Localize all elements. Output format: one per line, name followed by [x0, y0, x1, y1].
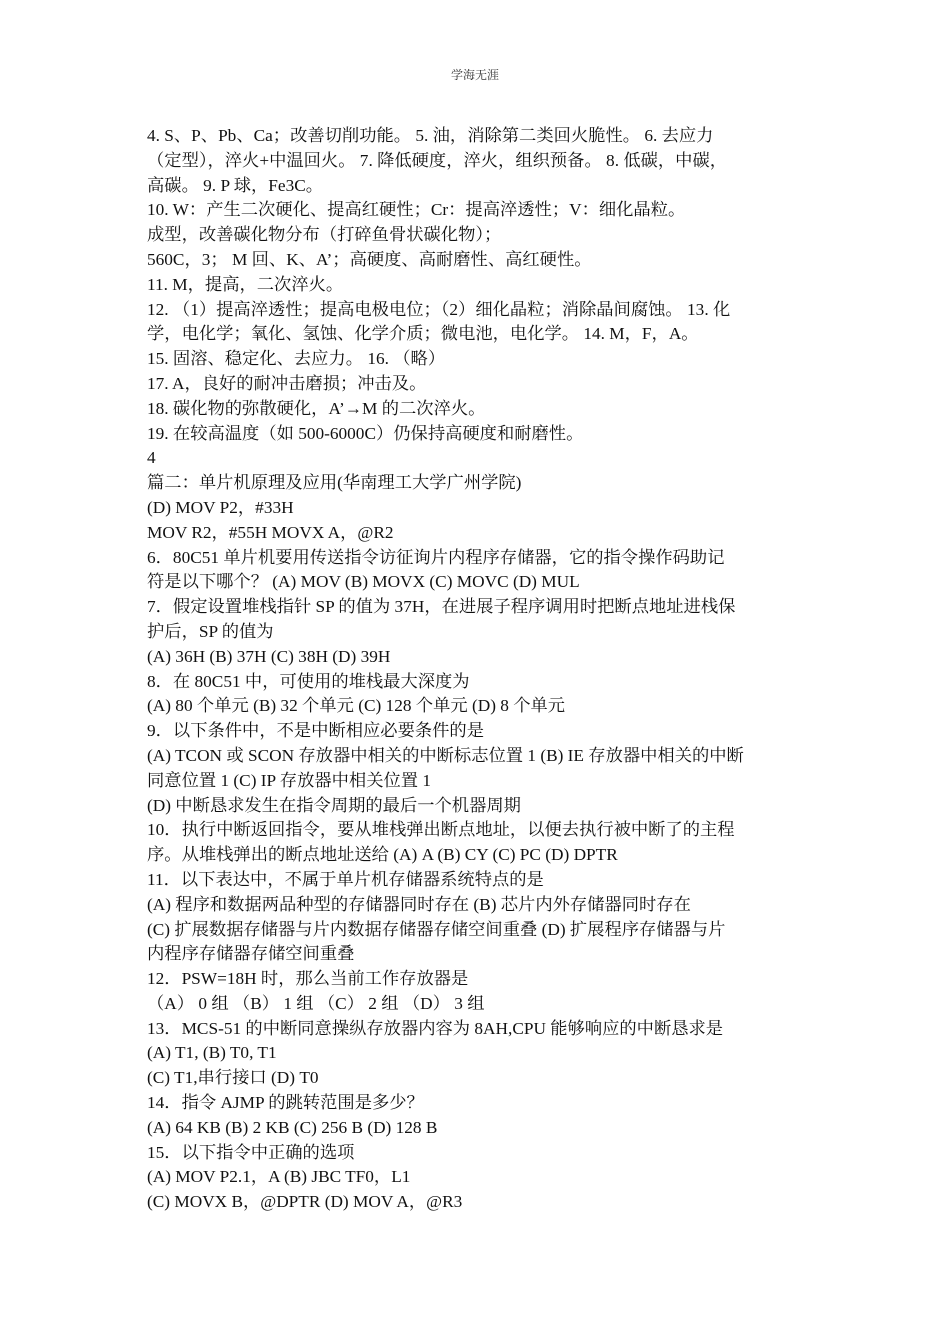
- answer-options: (A) 64 KB (B) 2 KB (C) 256 B (D) 128 B: [147, 1117, 438, 1137]
- document-body: [147, 124, 807, 1215]
- question-line: 9．以下条件中，不是中断相应必要条件的是: [147, 721, 484, 741]
- answer-options: (D) 中断恳求发生在指令周期的最后一个机器周期: [147, 795, 521, 815]
- text-line: 4. S、P、Pb、Ca；改善切削功能。 5. 油，消除第二类回火脆性。 6. 去应力: [147, 126, 714, 145]
- question-line: 6．80C51 单片机要用传送指令访征询片内程序存储器，它的指令操作码助记: [147, 547, 725, 567]
- text-line: 19. 在较高温度（如 500-6000C）仍保持高硬度和耐磨性。: [147, 423, 584, 443]
- answer-options: (A) T1, (B) T0, T1: [147, 1043, 277, 1063]
- text-line: 11. M，提高，二次淬火。: [147, 274, 344, 294]
- answer-options: 内程序存储器存储空间重叠: [147, 944, 355, 964]
- text-line: （定型），淬火+中温回火。 7. 降低硬度，淬火，组织预备。 8. 低碳，中碳，: [147, 150, 728, 170]
- answer-options: (A) MOV P2.1，A (B) JBC TF0，L1: [147, 1167, 411, 1187]
- text-line: (D) MOV P2，#33H: [147, 497, 294, 517]
- page-number-text: 4: [147, 448, 156, 468]
- answer-options: (C) MOVX B，@DPTR (D) MOV A，@R3: [147, 1192, 463, 1212]
- answer-options: (A) 80 个单元 (B) 32 个单元 (C) 128 个单元 (D) 8 个单元: [147, 696, 566, 716]
- text-line: 高碳。 9. P 球，Fe3C。: [147, 175, 324, 195]
- question-line: 10．执行中断返回指令，要从堆栈弹出断点地址，以便去执行被中断了的主程: [147, 820, 735, 840]
- question-line: 11．以下表达中，不属于单片机存储器系统特点的是: [147, 869, 544, 889]
- question-line: 8．在 80C51 中，可使用的堆栈最大深度为: [147, 671, 470, 691]
- text-line: 10. W：产生二次硬化、提高红硬性；Cr：提高淬透性；V：细化晶粒。: [147, 200, 686, 220]
- section-title: 篇二：单片机原理及应用(华南理工大学广州学院): [147, 473, 522, 493]
- text-line: 18. 碳化物的弥散硬化，A’→M 的二次淬火。: [147, 398, 486, 418]
- question-line: 符是以下哪个？ (A) MOV (B) MOVX (C) MOVC (D) MUL: [147, 572, 580, 592]
- text-line: 12. （1）提高淬透性；提高电极电位；（2）细化晶粒；消除晶间腐蚀。 13. 化: [147, 299, 731, 319]
- text-line: 学，电化学；氧化、氢蚀、化学介质；微电池，电化学。 14. M，F，A。: [147, 324, 699, 344]
- question-line: 13．MCS-51 的中断同意操纵存放器内容为 8AH,CPU 能够响应的中断恳求是: [147, 1018, 724, 1038]
- question-line: 护后，SP 的值为: [147, 621, 274, 641]
- question-line: 15．以下指令中正确的选项: [147, 1142, 355, 1162]
- question-line: 12．PSW=18H 时，那么当前工作存放器是: [147, 969, 469, 989]
- text-line: 15. 固溶、稳定化、去应力。 16. （略）: [147, 349, 446, 369]
- question-line: 序。从堆栈弹出的断点地址送给 (A) A (B) CY (C) PC (D) DPTR: [147, 845, 618, 865]
- answer-options: 同意位置 1 (C) IP 存放器中相关位置 1: [147, 770, 432, 790]
- text-line: 560C，3； M 回、K、A’；高硬度、高耐磨性、高红硬性。: [147, 249, 592, 269]
- page-header: 学海无涯: [450, 68, 499, 82]
- answer-options: (C) T1,串行接口 (D) T0: [147, 1068, 319, 1088]
- text-line: 17. A，良好的耐冲击磨损；冲击及。: [147, 373, 427, 393]
- question-line: 7．假定设置堆栈指针 SP 的值为 37H，在进展子程序调用时把断点地址进栈保: [147, 597, 736, 617]
- text-line: MOV R2，#55H MOVX A，@R2: [147, 522, 394, 542]
- answer-options: (A) 36H (B) 37H (C) 38H (D) 39H: [147, 646, 391, 666]
- text-line: 成型，改善碳化物分布（打碎鱼骨状碳化物）；: [147, 225, 502, 245]
- answer-options: (A) 程序和数据两品种型的存储器同时存在 (B) 芯片内外存储器同时存在: [147, 894, 691, 914]
- answer-options: (A) TCON 或 SCON 存放器中相关的中断标志位置 1 (B) IE 存放器中相关的中断: [147, 745, 744, 765]
- answer-options: (C) 扩展数据存储器与片内数据存储器存储空间重叠 (D) 扩展程序存储器与片: [147, 919, 726, 939]
- question-line: 14．指令 AJMP 的跳转范围是多少？: [147, 1093, 424, 1113]
- answer-options: （A） 0 组 （B） 1 组 （C） 2 组 （D） 3 组: [147, 993, 485, 1013]
